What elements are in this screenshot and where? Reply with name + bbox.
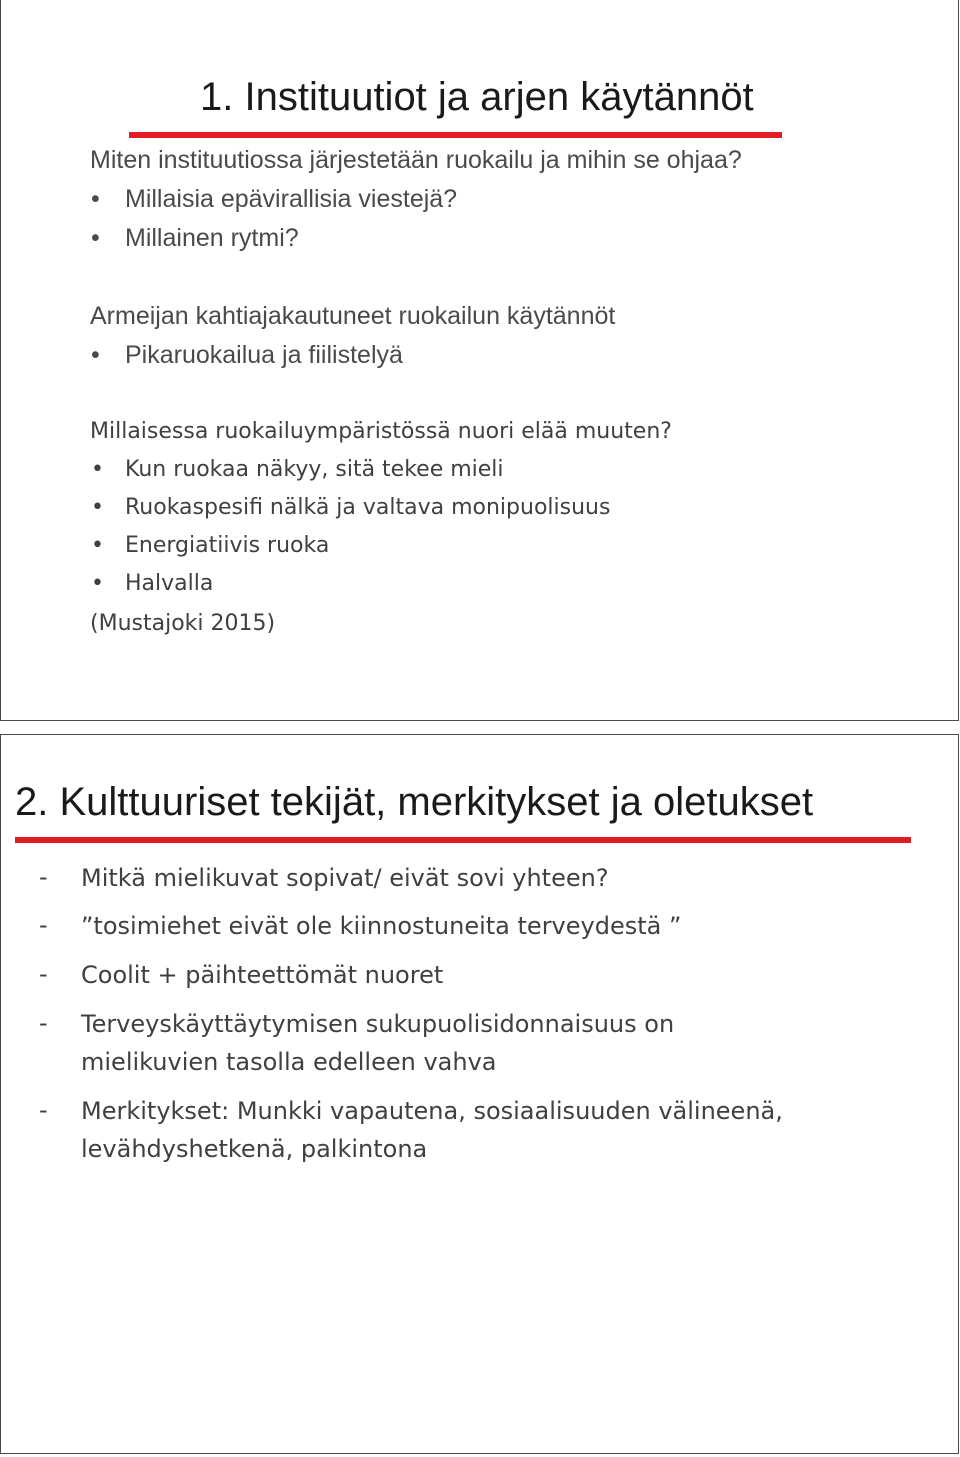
question-1-bullet-2: • Millainen rytmi? (125, 223, 299, 253)
list-dash: - (39, 863, 48, 891)
question-3-bullet-4: • Halvalla (125, 569, 213, 599)
list-dash: - (39, 1096, 48, 1124)
question-3: Millaisessa ruokailuympäristössä nuori elää muuten? (90, 419, 672, 444)
question-3-bullet-2: • Ruokaspesifi nälkä ja valtava monipuolisuus (125, 493, 610, 523)
list-item: Mitkä mielikuvat sopivat/ eivät sovi yhteen? (81, 864, 609, 892)
slide-1-title: 1. Instituutiot ja arjen käytännöt (200, 75, 754, 119)
slide-1 (0, 0, 959, 721)
list-dash: - (39, 1009, 48, 1037)
list-dash: - (39, 960, 48, 988)
question-2: Armeijan kahtiajakautuneet ruokailun käytännöt (90, 302, 616, 330)
list-item: Merkitykset: Munkki vapautena, sosiaalisuuden välineenä, (81, 1097, 783, 1125)
question-3-bullet-1: • Kun ruokaa näkyy, sitä tekee mieli (125, 455, 504, 485)
list-item-continuation: levähdyshetkenä, palkintona (81, 1135, 428, 1163)
list-item-continuation: mielikuvien tasolla edelleen vahva (81, 1048, 497, 1076)
list-item: Coolit + päihteettömät nuoret (81, 961, 444, 989)
slide-2-title: 2. Kulttuuriset tekijät, merkitykset ja oletukset (15, 780, 814, 824)
question-2-bullet-1: • Pikaruokailua ja fiilistelyä (125, 340, 403, 370)
list-item: Terveyskäyttäytymisen sukupuolisidonnaisuus on (81, 1010, 675, 1038)
question-3-bullet-3: • Energiatiivis ruoka (125, 531, 329, 561)
title-underline (15, 837, 911, 843)
question-1-bullet-1: • Millaisia epävirallisia viestejä? (125, 184, 457, 214)
list-dash: - (39, 911, 48, 939)
list-item: ”tosimiehet eivät ole kiinnostuneita terveydestä ” (81, 912, 682, 940)
slide-2 (0, 734, 959, 1454)
title-underline (129, 132, 782, 138)
question-1: Miten instituutiossa järjestetään ruokailu ja mihin se ohjaa? (90, 146, 742, 174)
source-citation: (Mustajoki 2015) (90, 611, 276, 636)
